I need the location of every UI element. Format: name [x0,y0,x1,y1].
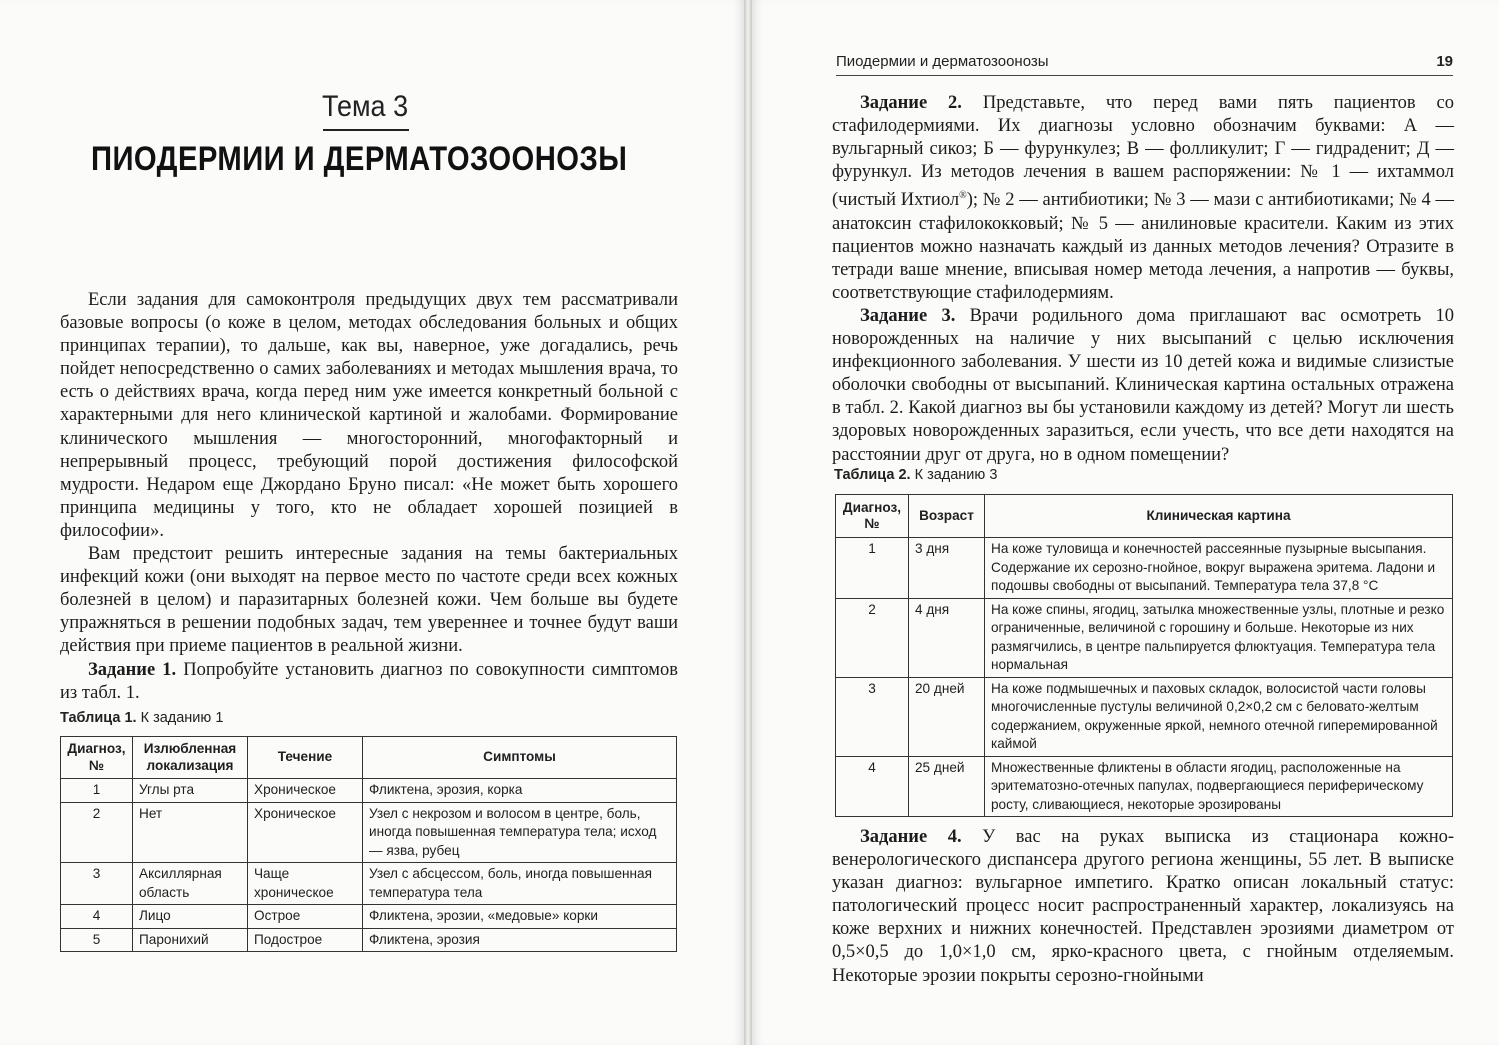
task-2-text-a: Представьте, что перед вами пять пациентов со стафилодермиями. Их диагнозы условно обозначим буквами: А — вульгарный сикоз; Б — фурункулез; В — фолликулит; Г — гидраденит; Д — фурункул. Из методов лечения в вашем распоряжении: № 1 — ихтаммол (чистый Ихтиол [832,93,1454,211]
table-1-caption [60,710,223,726]
table-row [61,779,677,803]
table-cell: На коже спины, ягодиц, затылка множественные узлы, плотные и резко ограниченные, величиной с горошину и больше. Некоторые из них размягчились, в центре пальпируется флюктуация. Температура тела нормальная [985,598,1453,677]
right-body-text [832,92,1454,467]
table-cell: 3 [836,677,909,756]
book-gutter [744,0,752,1045]
table-cell: 3 дня [909,538,985,599]
table-cell: Узел с некрозом и волосом в центре, боль, иногда повышенная температура тела; исход — язва, рубец [363,802,677,863]
task-3-label: Задание 3. [860,306,956,326]
table-row [836,538,1453,599]
table-2-caption-text: К заданию 3 [910,467,998,483]
table-cell: Хроническое [248,779,363,803]
table-cell: Фликтена, эрозия [363,928,677,952]
table-row [61,905,677,929]
running-head-title: Пиодермии и дерматозоонозы [836,53,1049,70]
table-cell: Аксиллярная область [133,863,248,905]
task-2-label: Задание 2. [860,93,962,113]
table-1-caption-label: Таблица 1. [60,710,137,726]
table-cell: 3 [61,863,133,905]
left-page [0,0,744,1045]
table-cell: 4 [61,905,133,929]
table-cell: Нет [133,802,248,863]
topic-label: Тема 3 [322,90,409,123]
table-cell: На коже подмышечных и паховых складок, волосистой части головы многочисленные пустулы величиной 0,2×0,2 см с беловато-желтым содержанием, окруженные яркой, немного отечной гиперемированной каймой [985,677,1453,756]
table-2-header: Диагноз, № [836,495,909,538]
table-1-caption-text: К заданию 1 [136,710,224,726]
table-cell: Острое [248,905,363,929]
table-cell: Узел с абсцессом, боль, иногда повышенная температура тела [363,863,677,905]
table-1-header: Симптомы [363,737,677,779]
page-number: 19 [1436,53,1453,70]
table-2-caption [834,467,997,483]
table-2-caption-label: Таблица 2. [834,467,911,483]
table-cell: Чаще хроническое [248,863,363,905]
table-row [61,802,677,863]
table-cell: Фликтена, эрозии, «медовые» корки [363,905,677,929]
table-cell: Подострое [248,928,363,952]
table-cell: Углы рта [133,779,248,803]
table-cell: 25 дней [909,756,985,817]
task-1-label: Задание 1. [88,659,177,680]
task-4-text: У вас на руках выписка из стационара кожно-венерологического диспансера другого региона женщины, 55 лет. В выписке указан диагноз: вульгарное импетиго. Кратко описан локальный статус: патологический процесс носит распространенный характер, локализуясь на коже верхних и нижних конечностей. Представлен эрозиями диаметром от 0,5×0,5 до 1,0×1,0 см, ярко-красного цвета, с гнойным отделяемым. Некоторые эрозии покрыты серозно-гнойными [832,827,1455,986]
task-1-text: Попробуйте установить диагноз по совокупности симптомов из табл. 1. [60,659,678,703]
task-4 [832,826,1454,988]
table-row [836,677,1453,756]
task-2 [832,92,1454,305]
running-head-rule [836,75,1453,76]
right-body-text-lower [832,826,1454,988]
table-cell: 1 [61,779,133,803]
table-2-header: Возраст [909,495,985,538]
topic-underline [323,129,409,131]
table-cell: Паронихий [133,928,248,952]
table-cell: 4 дня [909,598,985,677]
table-cell: Множественные фликтены в области ягодиц, расположенные на эритематозно-отечных папулах, подвергающиеся периферическому росту, сливающиеся, некоторые эрозированы [985,756,1453,817]
table-cell: 20 дней [909,677,985,756]
table-1-header-row [61,737,677,779]
table-cell: На коже туловища и конечностей рассеянные пузырные высыпания. Содержание их серозно-гнойное, вокруг выражена эритема. Ладони и подошвы свободны от высыпаний. Температура тела 37,8 °С [985,538,1453,599]
task-3 [832,305,1454,467]
table-cell: Хроническое [248,802,363,863]
table-2-header-row [836,495,1453,538]
task-1 [60,659,678,705]
table-cell: 2 [61,802,133,863]
table-2 [835,494,1453,817]
table-1-header: Течение [248,737,363,779]
table-cell: 1 [836,538,909,599]
table-cell: 5 [61,928,133,952]
table-cell: Фликтена, эрозия, корка [363,779,677,803]
table-cell: Лицо [133,905,248,929]
topic-title: ПИОДЕРМИИ И ДЕРМАТОЗООНОЗЫ [91,140,628,178]
task-3-text: Врачи родильного дома приглашают вас осмотреть 10 новорожденных на наличие у них высыпаний с целью исключения инфекционного заболевания. У шести из 10 детей кожа и видимые слизистые оболочки свободны от высыпаний. Клиническая картина остальных отражена в табл. 2. Какой диагноз вы бы установили каждому из детей? Могут ли шесть здоровых новорожденных заразиться, если учесть, что все дети находятся на расстоянии друг от друга, но в одном помещении? [832,306,1454,465]
left-body-text [60,289,678,705]
paragraph-tasks: Вам предстоит решить интересные задания на темы бактериальных инфекций кожи (они выходят на первое место по частоте среди всех кожных болезней в целом) и паразитарных болезней кожи. Чем больше вы будете упражняться в решении подобных задач, тем увереннее и точнее будут ваши действия при приеме пациентов в реальной жизни. [60,544,678,657]
table-1-header: Излюбленная локализация [133,737,248,779]
table-cell: 4 [836,756,909,817]
registered-mark: ® [959,190,967,202]
table-row [61,928,677,952]
table-row [61,863,677,905]
running-head [836,53,1453,70]
table-1-header: Диагноз, № [61,737,133,779]
paragraph-intro: Если задания для самоконтроля предыдущих двух тем рассматривали базовые вопросы (о коже в целом, методах обследования больных и общих принципах терапии), то дальше, как вы, наверное, уже догадались, речь пойдет непосредственно о самих заболеваниях и методах мышления врача, то есть о действиях врача, когда перед ним уже имеется конкретный больной с характерными для него клинической картиной и жалобами. Формирование клинического мышления — многосторонний, многофакторный и непрерывный процесс, требующий порой достижения философской мудрости. Недаром еще Джордано Бруно писал: «Не может быть хорошего принципа медицины у того, кто не обладает хорошей позицией в философии». [60,290,678,541]
table-row [836,598,1453,677]
task-4-label: Задание 4. [860,827,962,847]
table-1 [60,736,677,952]
table-2-header: Клиническая картина [985,495,1453,538]
table-cell: 2 [836,598,909,677]
task-2-text-b: ); № 2 — антибиотики; № 3 — мази с антибиотиками; № 4 — анатоксин стафилококковый; № 5 — анилиновые красители. Каким из этих пациентов можно назначать каждый из данных методов лечения? Отразите в тетради ваше мнение, вписывая номер метода лечения, а напротив — буквы, соответствующие стафилодермиям. [832,190,1454,303]
table-row [836,756,1453,817]
